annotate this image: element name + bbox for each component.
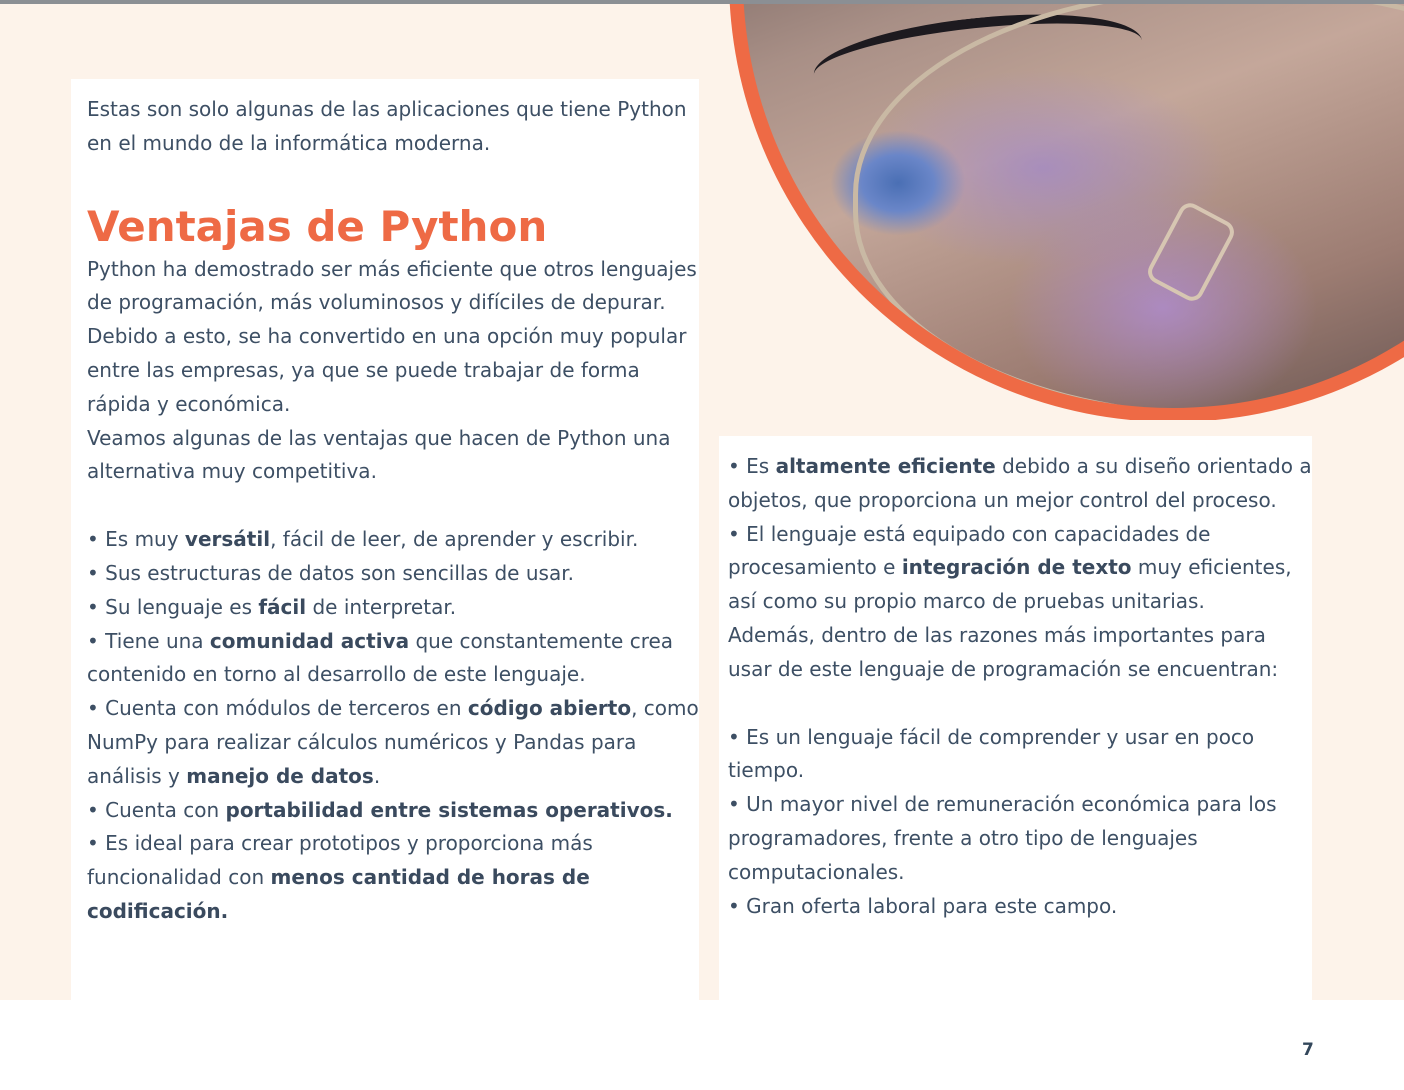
paragraph-efficiency: Python ha demostrado ser más eficiente que otros lenguajes de programación, más voluminosos y difíciles de depurar. Debido a esto, se ha convertido en una opción muy popular entre las empresas, ya que se puede trabajar de forma rápida y económica.: [87, 256, 697, 416]
list-item: • Sus estructuras de datos son sencillas de usar.: [87, 560, 574, 585]
photo-image: [743, 4, 1404, 408]
list-item: • Es un lenguaje fácil de comprender y usar en poco tiempo.: [728, 724, 1255, 783]
page-number: 7: [1302, 1040, 1314, 1060]
list-item: • El lenguaje está equipado con capacidades de procesamiento e integración de texto muy eficientes, así como su propio marco de pruebas unitarias.: [728, 521, 1292, 614]
advantages-list: [87, 523, 699, 929]
intro-text: Estas son solo algunas de las aplicaciones que tiene Python en el mundo de la informática moderna.: [87, 97, 687, 155]
list-item: • Cuenta con módulos de terceros en código abierto, como NumPy para realizar cálculos numéricos y Pandas para análisis y manejo de datos.: [87, 696, 699, 788]
reasons-list: [728, 721, 1312, 924]
paragraph-advantages-intro: Veamos algunas de las ventajas que hacen de Python una alternativa muy competitiva.: [87, 425, 671, 484]
list-item: • Es muy versátil, fácil de leer, de aprender y escribir.: [87, 527, 639, 552]
paragraph-reasons-intro: Además, dentro de las razones más importantes para usar de este lenguaje de programación se encuentran:: [728, 622, 1279, 681]
left-column: [71, 79, 699, 1000]
list-item: • Gran oferta laboral para este campo.: [728, 893, 1118, 918]
list-item: • Es altamente eficiente debido a su diseño orientado a objetos, que proporciona un mejor control del proceso.: [728, 454, 1312, 512]
advantages-list-continued: [728, 450, 1312, 619]
list-item: • Tiene una comunidad activa que constantemente crea contenido en torno al desarrollo de este lenguaje.: [87, 628, 674, 687]
eye-glasses-photo: [729, 4, 1404, 420]
list-item: • Cuenta con portabilidad entre sistemas operativos.: [87, 797, 673, 822]
list-item: • Un mayor nivel de remuneración económica para los programadores, frente a otro tipo de lenguajes computacionales.: [728, 792, 1277, 884]
list-item: • Es ideal para crear prototipos y proporciona más funcionalidad con menos cantidad de horas de codificación.: [87, 831, 593, 923]
section-heading: Ventajas de Python: [87, 201, 548, 251]
list-item: • Su lenguaje es fácil de interpretar.: [87, 594, 457, 619]
right-column: [719, 436, 1312, 1000]
